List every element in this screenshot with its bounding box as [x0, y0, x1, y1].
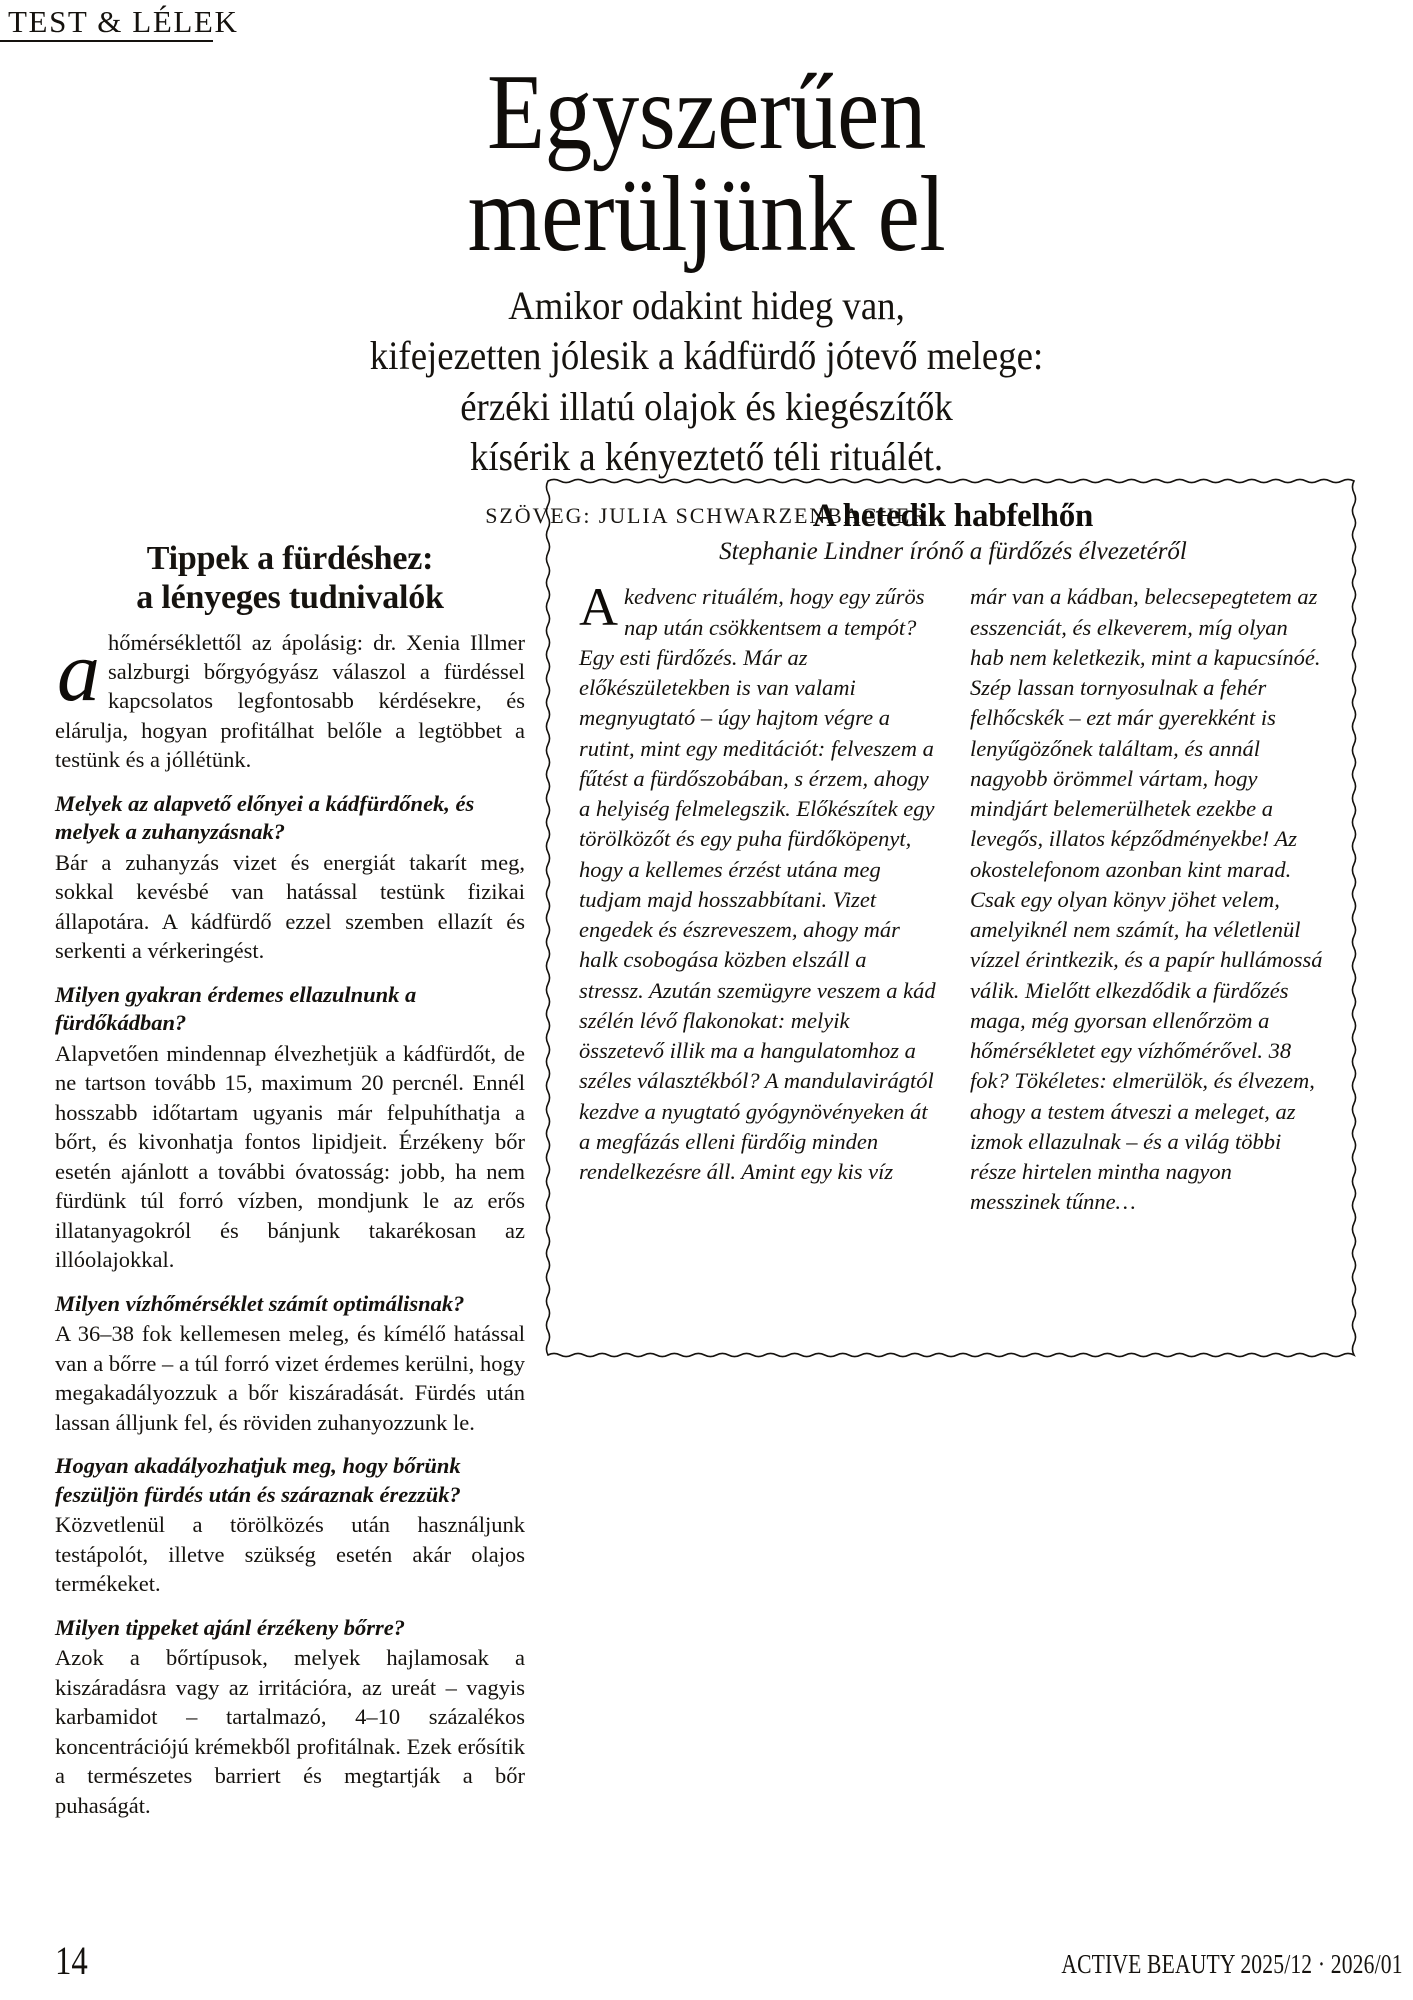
- page-title: [85, 53, 1328, 274]
- qa-question: Hogyan akadályozhatjuk meg, hogy bőrünk feszüljön fürdés után és száraznak érezzük?: [55, 1453, 461, 1507]
- qa-answer: A 36–38 fok kellemesen meleg, és kímélő hatással van a bőrre – a túl forró vizet érdemes kerülni, hogy megakadályozzuk a bőr kiszáradását. Fürdés után lassan álljunk fel, és röviden zuhanyozzunk le.: [55, 1321, 525, 1435]
- article-lede: [55, 622, 525, 775]
- qa-item: [55, 981, 525, 1275]
- sidebar-columns: [579, 577, 1327, 1217]
- qa-item: [55, 1452, 525, 1599]
- sidebar-column-2: [970, 582, 1327, 1217]
- qa-question: Milyen vízhőmérséklet számít optimálisnak?: [55, 1290, 465, 1316]
- article-heading: [55, 540, 525, 618]
- article-body: [0, 478, 1413, 1878]
- qa-question: Milyen tippeket ajánl érzékeny bőrre?: [55, 1614, 405, 1640]
- publication-info: ACTIVE BEAUTY 2025/12 · 2026/01: [1061, 1949, 1403, 1979]
- article-heading-line-1: Tippek a fürdéshez:: [146, 540, 434, 577]
- qa-answer: Azok a bőrtípusok, melyek hajlamosak a kiszáradásra vagy az irritációra, az ureát – vagyis karbamidot – tartalmazó, 4–10 százalékos koncentrációjú krémekből profitálnak. Ezek erősítik a természetes barriert és megtartják a bőr puhaságát.: [55, 1645, 525, 1818]
- page-title-line-2: merüljünk el: [467, 154, 946, 274]
- lede-dropcap: a: [57, 622, 100, 719]
- page-subtitle-line-1: Amikor odakint hideg van,: [508, 283, 905, 329]
- page-subtitle-line-2: kifejezetten jólesik a kádfürdő jótevő melege:: [369, 333, 1044, 379]
- lede-text: hőmérséklettől az ápolásig: dr. Xenia Illmer salzburgi bőrgyógyász válaszol a fürdéssel kapcsolatos legfontosabb kérdésekre, és elárulja, hogyan profitálhat belőle a legtöbbet a testünk és a jóllétünk.: [55, 629, 525, 773]
- page-title-line-1: Egyszerűen: [487, 53, 926, 172]
- page-subtitle: [57, 281, 1357, 483]
- sidebar-subheading: Stephanie Lindner írónő a fürdőzés élvezetéről: [719, 537, 1187, 565]
- left-column: [55, 540, 525, 1820]
- running-head: TEST & LÉLEK: [8, 4, 239, 39]
- sidebar-column-2-text: már van a kádban, belecsepegtetem az esszenciát, és elkeverem, míg olyan hab nem keletkezik, mint a kapucsínóé. Szép lassan tornyosulnak a fehér felhőcskék – ezt már gyerekként is lenyűgözőnek találtam, és annál nagyobb örömmel vártam, hogy mindjárt belemerülhetek ezekbe a levegős, illatos képződményekbe! Az okostelefonom azonban kint marad. Csak egy olyan könyv jöhet velem, amelyiknél nem számít, ha véletlenül vízzel érintkezik, és a papír hullámossá válik. Mielőtt elkezdődik a fürdőzés maga, még gyorsan ellenőrzöm a hőmérsékletet egy vízhőmérővel. 38 fok? Tökéletes: elmerülök, és élvezem, ahogy a testem átveszi a meleget, az izmok ellazulnak – és a világ többi része hirtelen mintha nagyon messzinek tűnne…: [970, 584, 1323, 1215]
- sidebar-dropcap: A: [579, 577, 618, 638]
- sidebar-column-1-text: kedvenc rituálém, hogy egy zűrös nap után csökkentsem a tempót? Egy esti fürdőzés. Már az előkészületekben is van valami megnyugtató – úgy hajtom végre a rutint, mint egy meditációt: felveszem a fűtést a fürdőszobában, s érzem, ahogy a helyiség felmelegszik. Előkészítek egy törölközőt és egy puha fürdőköpenyt, hogy a kellemes érzést utána meg tudjam majd hosszabbítani. Vizet engedek és észreveszem, ahogy már halk csobogása közben elszáll a stressz. Azután szemügyre veszem a kád szélén lévő flakonokat: melyik összetevő illik ma a hangulatomhoz a széles választékból? A mandulavirágtól kezdve a nyugtató gyógynövényeken át a megfázás elleni fürdőig minden rendelkezésre áll. Amint egy kis víz: [579, 584, 936, 1185]
- page-subtitle-line-3: érzéki illatú olajok és kiegészítők: [460, 383, 953, 429]
- sidebar-heading: A hetedik habfelhőn: [812, 498, 1094, 534]
- qa-item: [55, 1290, 525, 1437]
- qa-question: Milyen gyakran érdemes ellazulnunk a fürdőkádban?: [55, 981, 417, 1036]
- qa-question: Melyek az alapvető előnyei a kádfürdőnek, és melyek a zuhanyzásnak?: [55, 790, 475, 845]
- sidebar-box: [545, 478, 1357, 1358]
- sidebar-content: [579, 498, 1327, 1340]
- running-head-rule: [0, 40, 213, 42]
- qa-answer: Alapvetően mindennap élvezhetjük a kádfürdőt, de ne tartson tovább 15, maximum 20 percnél. Ennél hosszabb időtartam ugyanis már felpuhíthatja a bőrt, és kivonhatja fontos lipidjeit. Érzékeny bőr esetén ajánlott a további óvatosság: jobb, ha nem fürdünk túl forró vízben, mondjunk le az erős illatanyagokról és bánjunk takarékosan az illóolajokkal.: [55, 1040, 525, 1273]
- sidebar-column-1: [579, 577, 936, 1217]
- masthead: [0, 53, 1413, 529]
- qa-answer: Közvetlenül a törölközés után használjunk testápolót, illetve szükség esetén akár olajos termékeket.: [55, 1512, 525, 1597]
- qa-item: [55, 1614, 525, 1820]
- article-heading-line-2: a lényeges tudnivalók: [136, 578, 444, 616]
- qa-answer: Bár a zuhanyzás vizet és energiát takarít meg, sokkal kevésbé van hatással testünk fizikai állapotára. A kádfürdő ezzel szemben ellazít és serkenti a vérkeringést.: [55, 849, 525, 964]
- page-subtitle-line-4: kísérik a kényeztető téli rituálét.: [469, 434, 944, 480]
- qa-item: [55, 790, 525, 966]
- page-number: 14: [55, 1938, 88, 1983]
- byline: SZÖVEG: JULIA SCHWARZENBACHER: [485, 502, 928, 528]
